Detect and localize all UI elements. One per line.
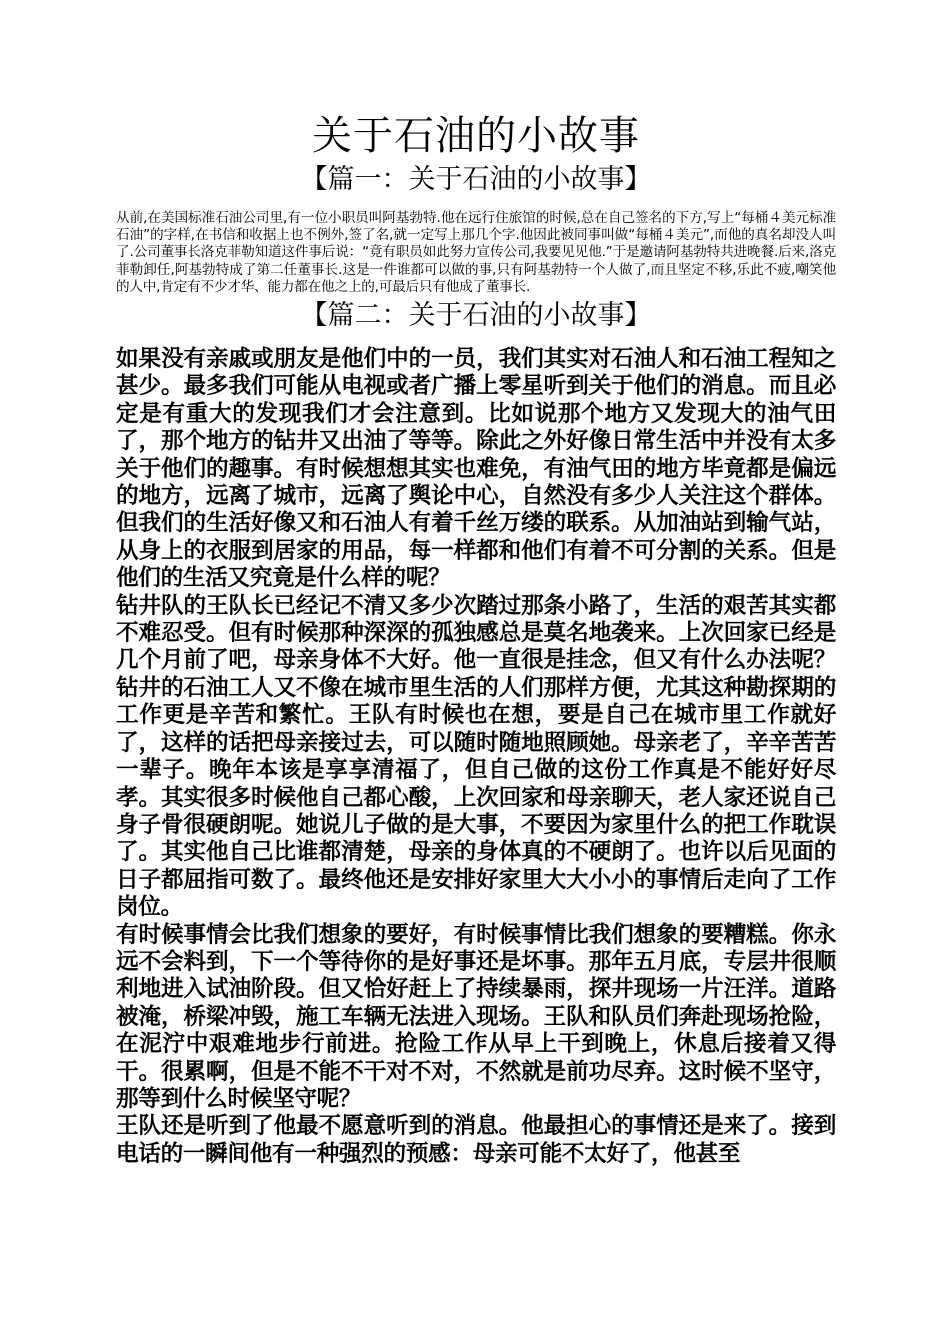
section-two-paragraph-1: 如果没有亲戚或朋友是他们中的一员，我们其实对石油人和石油工程知之甚少。最多我们可能从电视或者广播上零星听到关于他们的消息。而且必定是有重大的发现我们才会注意到。比如说那个地方又发现大的油气田了，那个地方的钻井又出油了等等。除此之外好像日常生活中并没有太多关于他们的趣事。有时候想想其实也难免，有油气田的地方毕竟都是偏远的地方，远离了城市，远离了舆论中心，自然没有多少人关注这个群体。但我们的生活好像又和石油人有着千丝万缕的联系。从加油站到输气站，从身上的衣服到居家的用品，每一样都和他们有着不可分割的关系。但是他们的生活又究竟是什么样的呢？ — [116, 346, 836, 592]
section-two-paragraph-3: 有时候事情会比我们想象的要好，有时候事情比我们想象的要糟糕。你永远不会料到，下一个等待你的是好事还是坏事。那年五月底，专层井很顺利地进入试油阶段。但又恰好赶上了持续暴雨，探井现场一片汪洋。道路被淹，桥梁冲毁，施工车辆无法进入现场。王队和队员们奔赴现场抢险，在泥泞中艰难地步行前进。抢险工作从早上干到晚上，休息后接着又得干。很累啊，但是不能不干对不对，不然就是前功尽弃。这时候不坚守，那等到什么时候坚守呢？ — [116, 921, 836, 1112]
section-one-paragraph: 从前,在美国标准石油公司里,有一位小职员叫阿基勃特.他在远行住旅馆的时候,总在自己签名的下方,写上“每桶４美元标准石油”的字样,在书信和收据上也不例外,签了名,就一定写上那几个字.他因此被同事叫做“每桶４美元”,而他的真名却没人叫了.公司董事长洛克菲勒知道这件事后说：“竟有职员如此努力宣传公司,我要见见他.”于是邀请阿基勃特共进晚餐.后来,洛克菲勒卸任,阿基勃特成了第二任董事长.这是一件谁都可以做的事,只有阿基勃特一个人做了,而且坚定不移,乐此不疲,嘲笑他的人中,肯定有不少才华、能力都在他之上的,可最后只有他成了董事长. — [116, 210, 836, 295]
section-two-paragraph-2: 钻井队的王队长已经记不清又多少次踏过那条小路了，生活的艰苦其实都不难忍受。但有时候那种深深的孤独感总是莫名地袭来。上次回家已经是几个月前了吧，母亲身体不大好。他一直很是挂念，但又有什么办法呢？钻井的石油工人又不像在城市里生活的人们那样方便，尤其这种勘探期的工作更是辛苦和繁忙。王队有时候也在想，要是自己在城市里工作就好了，这样的话把母亲接过去，可以随时随地照顾她。母亲老了，辛辛苦苦一辈子。晚年本该是享享清福了，但自己做的这份工作真是不能好好尽孝。其实很多时候他自己都心酸，上次回家和母亲聊天，老人家还说自己身子骨很硬朗呢。她说儿子做的是大事，不要因为家里什么的把工作耽误了。其实他自己比谁都清楚，母亲的身体真的不硬朗了。也许以后见面的日子都屈指可数了。最终他还是安排好家里大大小小的事情后走向了工作岗位。 — [116, 592, 836, 921]
document-content — [116, 110, 836, 1168]
section-two-heading: 【篇二：关于石油的小故事】 — [300, 300, 652, 332]
section-two-paragraph-4: 王队还是听到了他最不愿意听到的消息。他最担心的事情还是来了。接到电话的一瞬间他有一种强烈的预感：母亲可能不太好了，他甚至 — [116, 1113, 836, 1167]
section-one-heading: 【篇一：关于石油的小故事】 — [300, 164, 652, 195]
document-title: 关于石油的小故事 — [312, 113, 640, 159]
